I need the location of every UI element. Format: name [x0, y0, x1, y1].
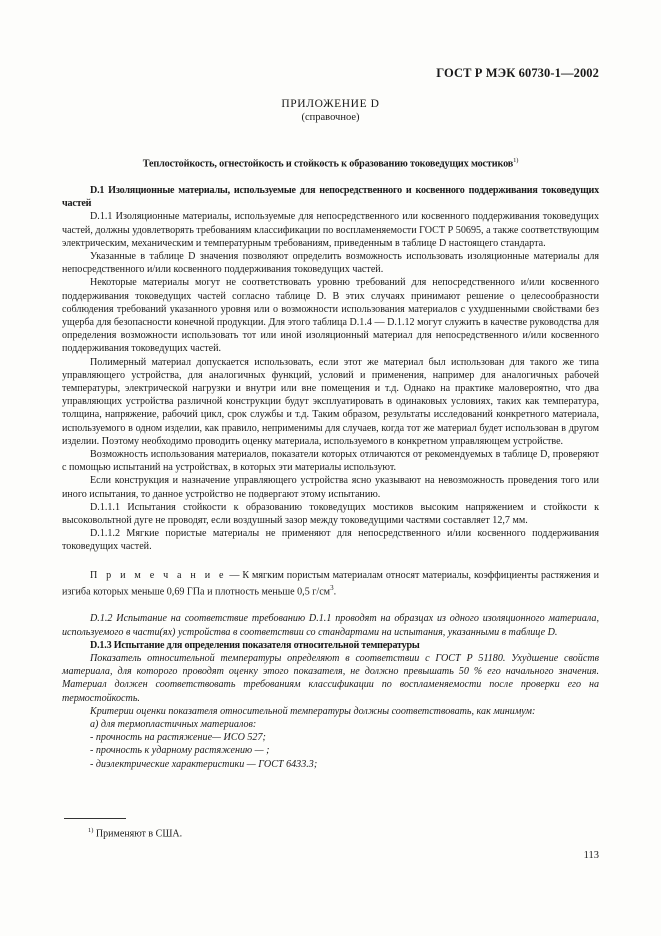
footnote-divider	[64, 818, 126, 819]
note-label: П р и м е ч а н и е	[90, 569, 227, 581]
paragraph-d111: D.1.1 Изоляционные материалы, используемые для непосредственного или косвенного поддерживания токоведущих частей, должны удовлетворять требованиям классификации по воспламеняемости ГОСТ Р 50695, а также соответствующим электрическим, механическим и температурным требованиям, приведенным в таблице D настоящего стандарта.	[62, 211, 599, 249]
footnote	[88, 827, 182, 839]
paragraph-criteria: Критерии оценки показателя относительной температуры должны соответствовать, как минимум:	[90, 705, 536, 717]
paragraph-polymer-material: Полимерный материал допускается использовать, если этот же материал был использован для такого же типа управляющего устройства, для аналогичных функций, условий и применения, например для аналогичных рабочей температуры, электрической нагрузки и внутри или вне помещения и т.д. Однако на практике маловероятно, что два управляющих устройства различной конструкции будут эксплуатировать в одинаковых условиях, таких как температура, толщина, напряжение, рабочий цикл, срок службы и т.д. Таким образом, результаты исследований конкретного материала, используемого в одном изделии, как правило, неприменимы для случаев, когда тот же материал будет использован в другом изделии. Поэтому необходимо проводить оценку материала, используемого в конкретном управляющем устройстве.	[62, 356, 599, 447]
document-body	[62, 184, 599, 771]
paragraph-table-values: Указанные в таблице D значения позволяют определить возможность использовать изоляционные материалы для непосредственного и/или косвенного поддерживания токоведущих частей.	[62, 251, 599, 276]
page-number: 113	[583, 850, 599, 861]
note-text: — К мягким пористым материалам относят материалы, коэффициенты растяжения и изгиба которых меньше 0,69 ГПа и плотность меньше 0,5 г/см	[62, 569, 599, 598]
list-item: - прочность на растяжение— ИСО 527;	[90, 732, 266, 744]
main-title	[0, 157, 661, 169]
list-item: - диэлектрические характеристики — ГОСТ 6433.3;	[90, 758, 318, 770]
note-paragraph	[62, 569, 599, 599]
standard-header: ГОСТ Р МЭК 60730-1—2002	[436, 66, 599, 80]
main-title-footnote-mark: 1)	[513, 157, 519, 164]
paragraph-possibility: Возможность использования материалов, показатели которых отличаются от рекомендуемых в таблице D, проверяют с помощью испытаний на устройствах, в которых эти материалы используют.	[62, 449, 599, 474]
spacer	[62, 554, 599, 569]
annex-subtitle: (справочное)	[301, 112, 360, 123]
paragraph-materials-requirements: Некоторые материалы могут не соответствовать уровню требований для непосредственного и/или косвенного поддерживания токоведущих частей согласно таблице D. В этих случаях принимают решение о целесообразности соблюдения требований указанного уровня или о возможности использования материалов с ухудшенными свойствами без ущерба для безопасности конечной продукции. Для этого таблица D.1.4 — D.1.12 могут служить в качестве руководства для определения возможности использовать тот или иной изоляционный материал для непосредственного и/или косвенного поддерживания токоведущих частей.	[62, 277, 599, 355]
note-superscript: 3	[330, 583, 334, 592]
footnote-mark: 1)	[88, 827, 94, 834]
paragraph-d13-text: Показатель относительной температуры определяют в соответствии с ГОСТ Р 51180. Ухудшение свойств материала, для которого проводят оценку этого показателя, не должно превышать 50 % его начального значения. Материал должен соответствовать требованиям классификации по воспламеняемости после проверки его на термостойкость.	[62, 653, 599, 704]
annex-title: ПРИЛОЖЕНИЕ D	[281, 98, 380, 110]
section-d1-heading: D.1 Изоляционные материалы, используемые для непосредственного и косвенного поддерживания токоведущих частей	[62, 185, 599, 210]
paragraph-d1111: D.1.1.1 Испытания стойкости к образованию токоведущих мостиков высоким напряжением и стойкости к высоковольтной дуге не проводят, если воздушный зазор между токоведущими частями составляет 12,7 мм.	[62, 501, 599, 527]
paragraph-d12: D.1.2 Испытание на соответствие требованию D.1.1 проводят на образцах из одного изоляционного материала, используемого в части(ях) устройства в соответствии со стандартами на испытания, указанными в таблице D.	[62, 613, 599, 638]
section-d13-heading: D.1.3 Испытание для определения показателя относительной температуры	[90, 639, 420, 651]
paragraph-construction: Если конструкция и назначение управляющего устройства ясно указывают на невозможность проведения того или иного испытания, то данное устройство не подвергают этому испытанию.	[62, 475, 599, 500]
list-item: - прочность к ударному растяжению — ;	[90, 745, 270, 757]
spacer	[62, 598, 599, 612]
list-item-a: а) для термопластичных материалов:	[90, 719, 257, 731]
main-title-text: Теплостойкость, огнестойкость и стойкость к образованию токоведущих мостиков	[142, 158, 514, 170]
paragraph-d1112: D.1.1.2 Мягкие пористые материалы не применяют для непосредственного и/или косвенного поддерживания токоведущих частей.	[62, 528, 599, 553]
note-end: .	[333, 586, 337, 598]
footnote-text: Применяют в США.	[93, 828, 183, 840]
